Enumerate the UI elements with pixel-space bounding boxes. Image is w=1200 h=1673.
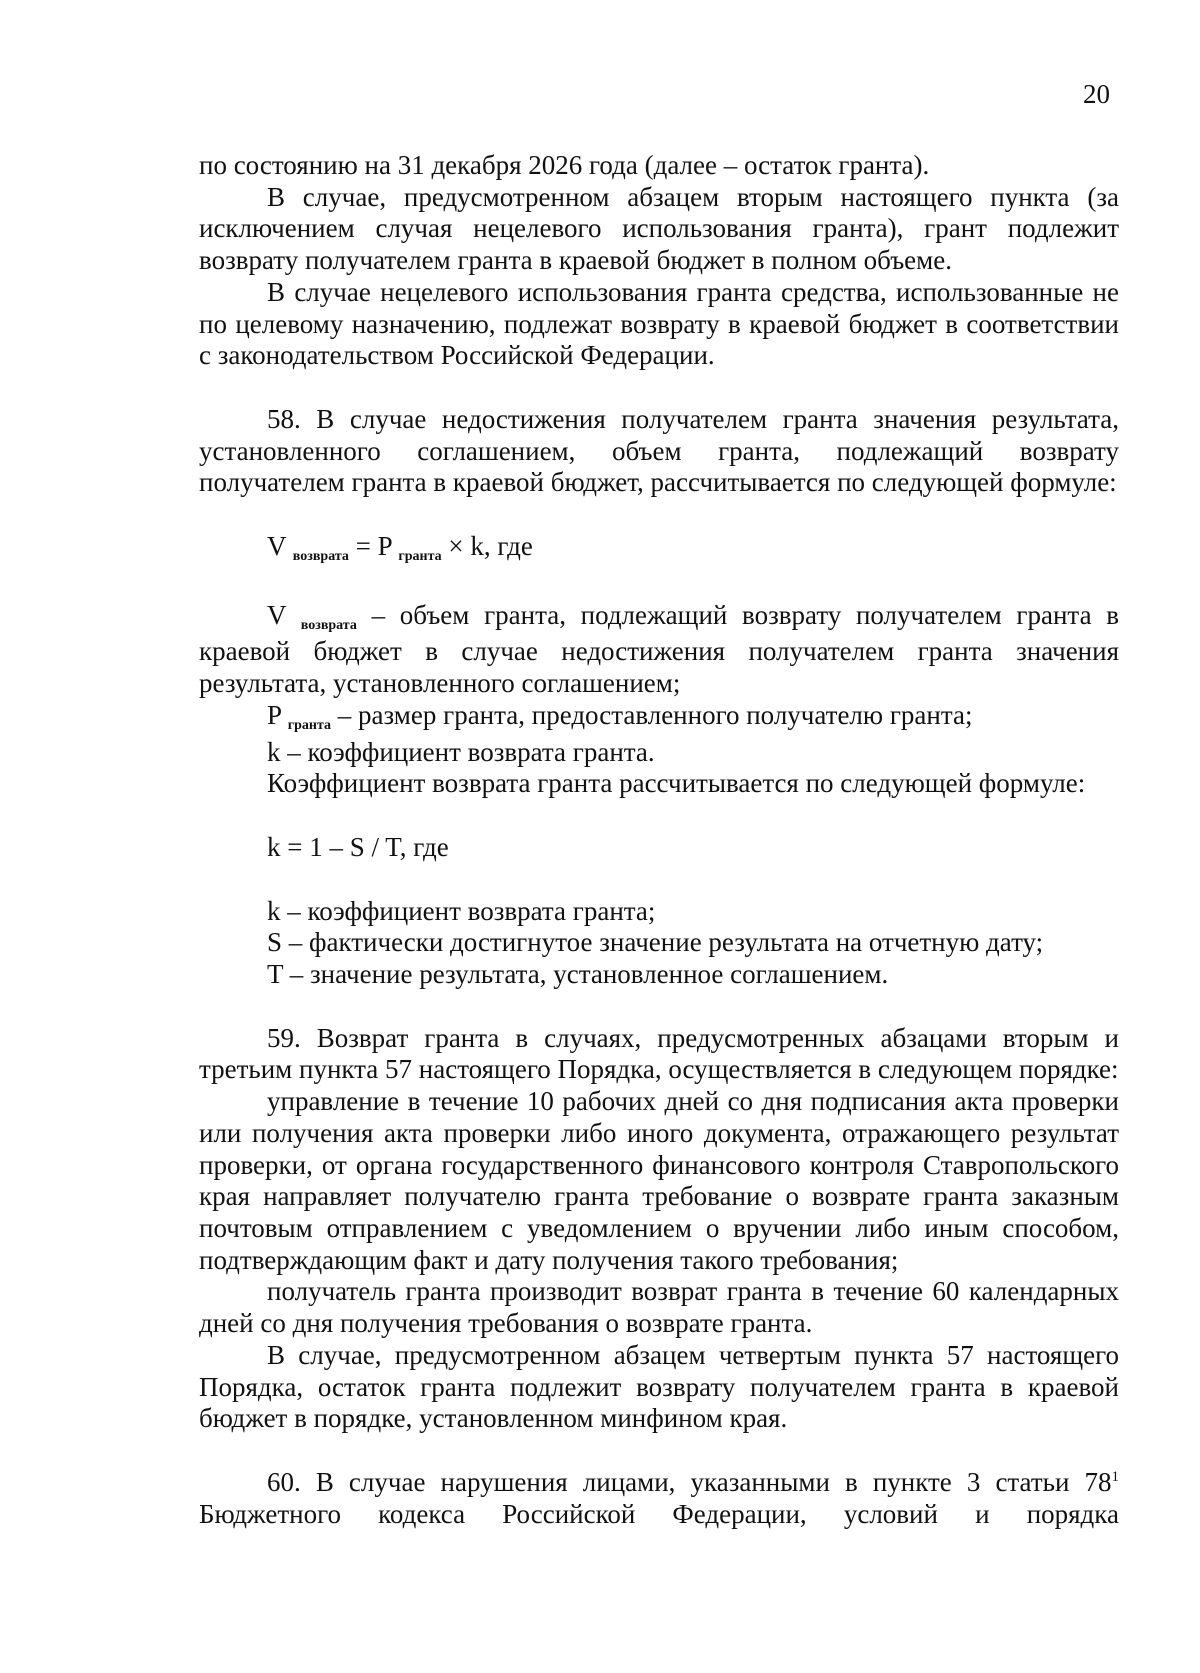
definition-k: k – коэффициент возврата гранта. bbox=[267, 736, 655, 767]
paragraph-60 bbox=[199, 1467, 1119, 1530]
formula-eq: = P bbox=[348, 531, 399, 562]
spacer bbox=[199, 864, 1119, 896]
paragraph-60-continuation: Бюджетного кодекса Российской Федерации, условий и порядка bbox=[199, 1498, 1119, 1529]
definition-v bbox=[199, 600, 1119, 700]
spacer bbox=[199, 800, 1119, 832]
formula-v-subscript: возврата bbox=[292, 549, 349, 565]
formula-k: k = 1 – S / T, где bbox=[267, 831, 449, 862]
document-body bbox=[199, 150, 1119, 1530]
paragraph: получатель гранта производит возврат гранта в течение 60 календарных дней со дня получения требования о возврате гранта. bbox=[199, 1276, 1119, 1339]
spacer bbox=[199, 568, 1119, 600]
definition-t: T – значение результата, установленное соглашением. bbox=[267, 959, 889, 990]
paragraph-59: 59. Возврат гранта в случаях, предусмотренных абзацами вторым и третьим пункта 57 настоящего Порядка, осуществляется в следующем порядке: bbox=[199, 1022, 1119, 1085]
definition-p-subscript: гранта bbox=[287, 717, 332, 733]
paragraph: управление в течение 10 рабочих дней со дня подписания акта проверки или получения акта проверки либо иного документа, отражающего результат проверки, от органа государственного финансового контроля Ставропольского края направляет получателю гранта требование о возврате гранта заказным почтовым отправлением с уведомлением о вручении либо иным способом, подтверждающим факт и дату получения такого требования; bbox=[199, 1086, 1119, 1275]
paragraph-58: 58. В случае недостижения получателем гранта значения результата, установленного соглашением, объем гранта, подлежащий возврату получателем гранта в краевой бюджет, рассчитывается по следующей формуле: bbox=[199, 403, 1119, 498]
paragraph: В случае, предусмотренном абзацем четвертым пункта 57 настоящего Порядка, остаток гранта подлежит возврату получателем гранта в краевой бюджет в порядке, установленном минфином края. bbox=[199, 1339, 1119, 1434]
spacer bbox=[199, 1435, 1119, 1467]
definition-v-subscript: возврата bbox=[300, 617, 357, 633]
paragraph: В случае нецелевого использования гранта средства, использованные не по целевому назначению, подлежат возврату в краевой бюджет в соответствии с законодательством Российской Федерации. bbox=[199, 276, 1119, 371]
paragraph: по состоянию на 31 декабря 2026 года (далее – остаток гранта). bbox=[199, 150, 930, 180]
formula-v-return bbox=[199, 531, 1119, 568]
definition-p bbox=[199, 700, 1119, 737]
coefficient-intro: Коэффициент возврата гранта рассчитывается по следующей формуле: bbox=[267, 768, 1086, 799]
definition-p-text: – размер гранта, предоставленного получателю гранта; bbox=[331, 699, 973, 730]
paragraph: В случае, предусмотренном абзацем вторым настоящего пункта (за исключением случая нецелевого использования гранта), грант подлежит возврату получателем гранта в краевой бюджет в полном объеме. bbox=[199, 181, 1119, 276]
definition-k: k – коэффициент возврата гранта; bbox=[267, 895, 656, 926]
definition-s: S – фактически достигнутое значение результата на отчетную дату; bbox=[267, 927, 1044, 958]
formula-p-subscript: гранта bbox=[398, 549, 442, 565]
formula-v-symbol: V bbox=[267, 531, 287, 562]
definition-v-text: – объем гранта, подлежащий возврату получателем гранта в краевой бюджет в случае недостижения получателем гранта значения результата, установленного соглашением; bbox=[199, 599, 1120, 699]
spacer bbox=[199, 991, 1119, 1023]
spacer bbox=[199, 499, 1119, 531]
paragraph-60-text: 60. В случае нарушения лицами, указанными в пункте 3 статьи 78 bbox=[267, 1466, 1112, 1497]
formula-rest: × k, где bbox=[441, 531, 533, 562]
paragraph-60-superscript: 1 bbox=[1111, 1468, 1119, 1485]
spacer bbox=[199, 372, 1119, 404]
definition-v-symbol: V bbox=[267, 599, 287, 630]
definition-p-symbol: P bbox=[267, 699, 282, 730]
page-number: 20 bbox=[1083, 79, 1110, 109]
